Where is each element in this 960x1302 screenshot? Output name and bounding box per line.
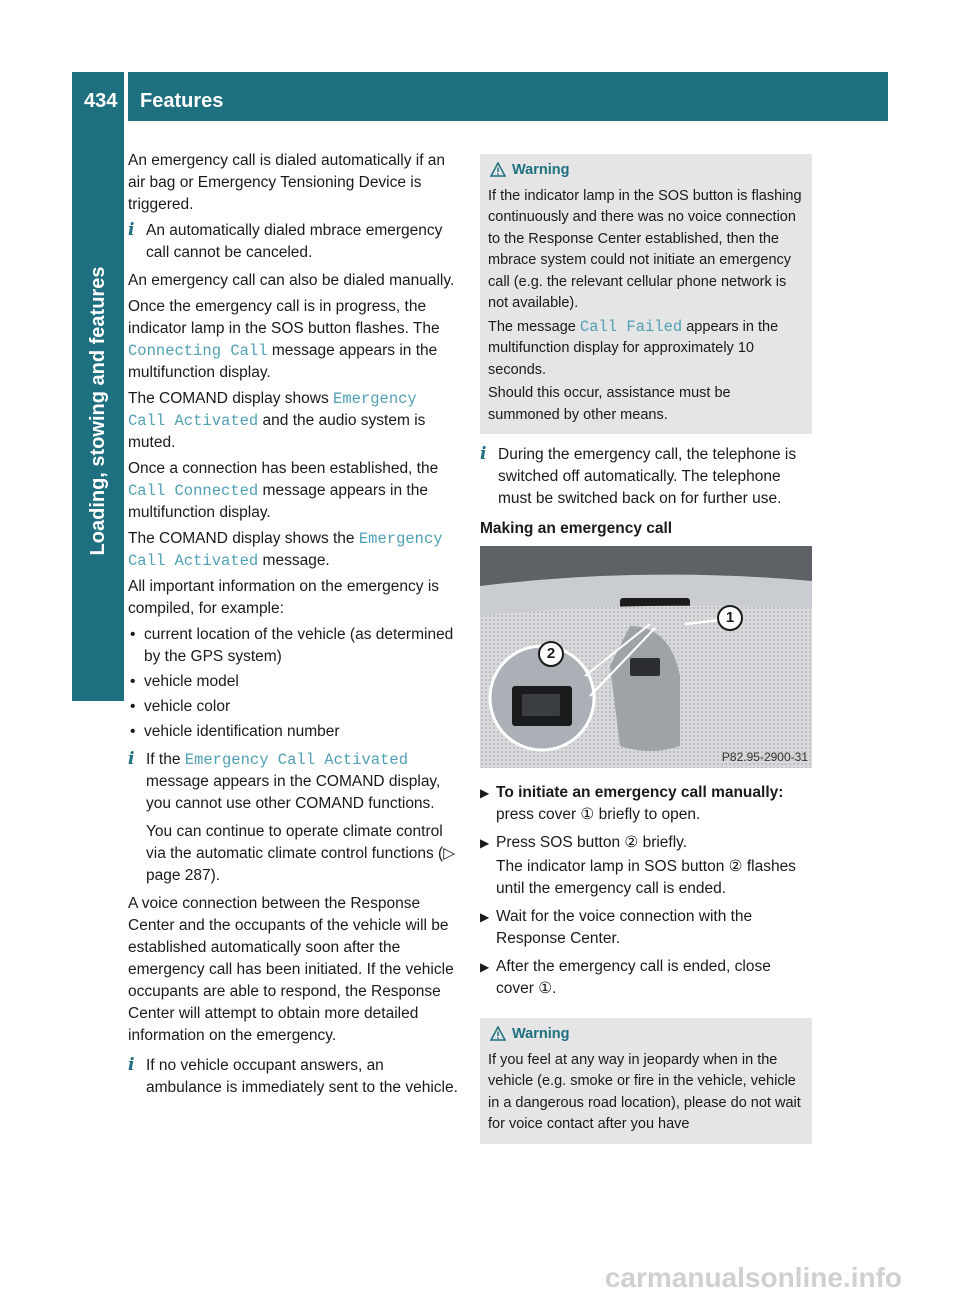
info-text: You can continue to operate climate control via the automatic climate control functions (▷ page 287). (146, 823, 456, 884)
watermark: carmanualsonline.info (604, 1262, 902, 1293)
warning-heading: Warning (488, 160, 804, 182)
list-item: • vehicle color (130, 698, 231, 715)
callout-1: 1 (725, 609, 735, 626)
paragraph: Once the emergency call is in progress, the indicator lamp in the SOS button flashes. The Connecting Call message appears in the multifunction display. (128, 298, 440, 381)
left-column (128, 150, 460, 1105)
info-icon: i (128, 220, 135, 240)
paragraph: The COMAND display shows the Emergency Call Activated message. (128, 530, 443, 570)
right-column (480, 154, 812, 1154)
paragraph: All important information on the emergency is compiled, for example: (128, 578, 440, 617)
step-arrow-icon: ▶ (480, 960, 490, 974)
instruction-step: ▶ Press SOS button ② briefly. The indicator lamp in SOS button ② flashes until the emergency call is ended. (480, 834, 796, 897)
instruction-step: ▶ To initiate an emergency call manually: press cover ① briefly to open. (480, 784, 784, 823)
warning-box (480, 1018, 812, 1144)
header-bar (128, 72, 888, 121)
info-note: i If the Emergency Call Activated message appears in the COMAND display, you cannot use other COMAND functions. You can continue to operate climate control via the automatic climate control functions (▷ page 287). (128, 749, 460, 887)
callout-2: 2 (546, 645, 556, 662)
info-text: An automatically dialed mbrace emergency call cannot be canceled. (146, 222, 443, 261)
warning-box (480, 154, 812, 434)
page-number: 434 (84, 90, 118, 112)
page-title: Features (140, 90, 224, 112)
info-icon: i (480, 444, 487, 464)
info-note (128, 1055, 460, 1099)
sos-button-photo (480, 546, 812, 768)
section-heading: Making an emergency call (480, 520, 673, 537)
display-message: Emergency Call Activated (128, 530, 443, 570)
display-message: Connecting Call (128, 342, 268, 360)
warning-text: Should this occur, assistance must be summoned by other means. (488, 385, 731, 423)
paragraph: A voice connection between the Response Center and the occupants of the vehicle will be established automatically soon after the emergency call has been initiated. If the vehicle occupants are able to respond, the Response Center will attempt to obtain more detailed information on the emergency. (128, 895, 454, 1044)
step-arrow-icon: ▶ (480, 786, 490, 800)
display-message: Call Failed (579, 317, 683, 336)
warning-triangle-icon (490, 162, 506, 185)
step-arrow-icon: ▶ (480, 836, 490, 850)
list-item: • vehicle model (130, 673, 239, 690)
side-tab-label: Loading, stowing and features (87, 266, 109, 556)
info-note (128, 220, 460, 264)
display-message: Emergency Call Activated (184, 751, 409, 769)
info-icon: i (128, 1055, 135, 1075)
warning-triangle-icon (490, 1026, 506, 1049)
paragraph: An emergency call is dialed automatically if an air bag or Emergency Tensioning Device is triggered. (128, 152, 446, 213)
side-tab (72, 121, 124, 701)
warning-text: The message Call Failed appears in the multifunction display for approximately 10 seconds. (488, 317, 779, 378)
paragraph: The COMAND display shows Emergency Call Activated and the audio system is muted. (128, 390, 426, 451)
warning-heading: Warning (488, 1024, 804, 1046)
instruction-step: ▶ After the emergency call is ended, close cover ①. (480, 958, 771, 997)
list-item: • current location of the vehicle (as determined by the GPS system) (130, 626, 454, 665)
warning-text: If the indicator lamp in the SOS button is flashing continuously and there was no voice connection to the Response Center established, then the mbrace system could not initiate an emergency call (e.g. the relevant cellular phone network is not available). (488, 187, 802, 311)
display-message: Call Connected (128, 482, 259, 500)
info-note (480, 444, 812, 510)
page-number-box (72, 72, 124, 121)
warning-text: If you feel at any way in jeopardy when in the vehicle (e.g. smoke or fire in the vehicle, vehicle in a dangerous road location), please do not wait for voice contact after you have (488, 1051, 801, 1132)
step-arrow-icon: ▶ (480, 910, 490, 924)
paragraph: Once a connection has been established, the Call Connected message appears in the multifunction display. (128, 460, 439, 521)
list-item: • vehicle identification number (130, 723, 340, 740)
info-text: If no vehicle occupant answers, an ambulance is immediately sent to the vehicle. (146, 1057, 458, 1096)
info-text: During the emergency call, the telephone is switched off automatically. The telephone must be switched back on for further use. (498, 446, 797, 507)
info-icon: i (128, 749, 135, 769)
instruction-step: ▶ Wait for the voice connection with the Response Center. (480, 908, 753, 947)
paragraph: An emergency call can also be dialed manually. (128, 272, 455, 289)
photo-code: P82.95-2900-31 (721, 750, 808, 764)
display-message: Emergency Call Activated (128, 390, 417, 430)
